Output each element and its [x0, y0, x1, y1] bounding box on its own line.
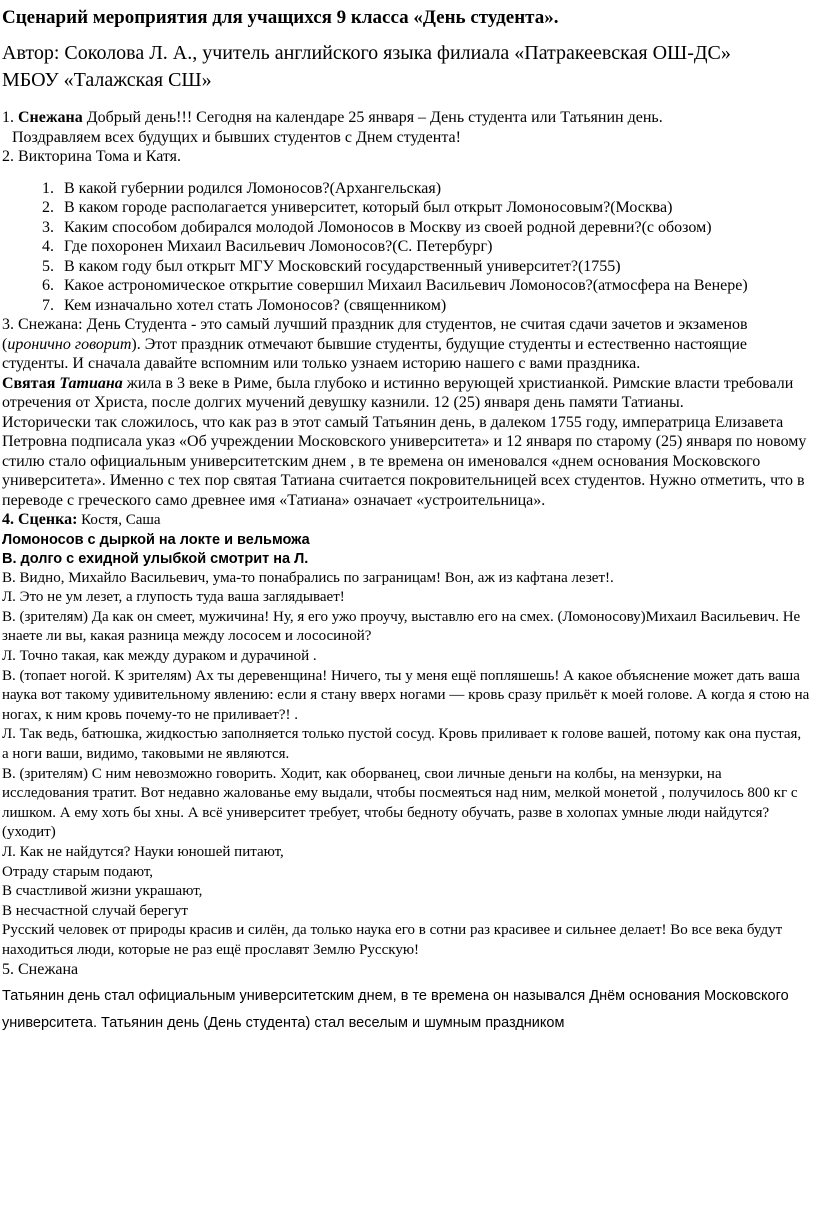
section-4-heading: 4. Сценка: Костя, Саша — [2, 511, 161, 528]
author-line-2: МБОУ «Талажская СШ» — [2, 69, 212, 91]
section-1: 1. Снежана Добрый день!!! Сегодня на календаре 25 января – День студента или Татьянин день. — [2, 109, 663, 126]
stage-note-2: В. долго с ехидной улыбкой смотрит на Л. — [2, 550, 309, 567]
quiz-question: 1. В какой губернии родился Ломоносов?(Архангельская) — [58, 179, 810, 199]
document-title: Сценарий мероприятия для учащихся 9 класса «День студента». — [2, 7, 559, 28]
dialogue-line: Л. Точно такая, как между дураком и дурачиной . — [2, 647, 317, 664]
dialogue-line: В несчастной случай берегут — [2, 902, 188, 919]
final-paragraph: Татьянин день стал официальным университетским днем, в те времена он назывался Днём основания Московского университета. Татьянин день (День студента) стал веселым и шумным праздником — [2, 987, 789, 1031]
dialogue-line: В счастливой жизни украшают, — [2, 883, 203, 900]
quiz-question: 4. Где похоронен Михаил Васильевич Ломоносов?(С. Петербург) — [58, 237, 810, 257]
tatiana-paragraph: Святая Татиана жила в 3 веке в Риме, была глубоко и истинно верующей христианкой. Римские власти требовали отречения от Христа, после долгих мучений девушку казнили. 12 (25) января день памяти Татианы. — [2, 374, 794, 411]
dialogue-line: Л. Как не найдутся? Науки юношей питают, — [2, 843, 284, 860]
dialogue-line: В. (зрителям) Да как он смеет, мужичина! Ну, я его ужо проучу, выставлю его на смех. (Ломоносову)Михаил Васильевич. Не знаете ли вы, какая разница между лососем и лососиной? — [2, 608, 801, 645]
quiz-question: 7. Кем изначально хотел стать Ломоносов? (священником) — [58, 296, 810, 316]
section-5-heading: 5. Снежана — [2, 961, 79, 979]
dialogue-line: Русский человек от природы красив и силён, да только наука его в сотни раз красивее и сильнее делает! Во все века будут находиться люди, которые не раз ещё прославят Землю Русскую! — [2, 922, 783, 958]
history-paragraph: Исторически так сложилось, что как раз в этот самый Татьянин день, в далеком 1755 году, императрица Елизавета Петровна подписала указ «Об учреждении Московского университета» и 12 января по старому (25) января по новому стилю стало официальным университетским днем , в те времена он именовался «днем основания Московского университета». Именно с тех пор святая Татиана считается покровительницей всех студентов. Нужно отметить, что в переводе с греческого само древнее имя «Татиана» означает «устроительница». — [2, 413, 807, 509]
dialogue-line: Л. Это не ум лезет, а глупость туда ваша заглядывает! — [2, 589, 345, 606]
dialogue-line: Л. Так ведь, батюшка, жидкостью заполняется только пустой сосуд. Кровь приливает к голове вашей, потому как она пустая, а ноги ваши, видимо, таковыми не являются. — [2, 726, 802, 762]
dialogue — [2, 569, 810, 961]
speaker-name: Снежана — [18, 109, 83, 126]
quiz-question: 6. Какое астрономическое открытие совершил Михаил Васильевич Ломоносов?(атмосфера на Венере) — [58, 276, 810, 296]
section-1-greeting: Поздравляем всех будущих и бывших студентов с Днем студента! — [12, 128, 461, 146]
quiz-question: 5. В каком году был открыт МГУ Московский государственный университет?(1755) — [58, 257, 810, 277]
dialogue-line: В. (зрителям) С ним невозможно говорить. Ходит, как оборванец, свои личные деньги на колбы, на мензурки, на исследования тратит. Вот недавно жалованье ему выдали, чтобы посмеяться над ним, мелкой монетой , получилось 800 кг с лишком. А ему хоть бы хны. А всё университет требует, чтобы бедноту обучать, разве в холопах умные люди найдутся? (уходит) — [2, 765, 798, 841]
quiz-question: 2. В каком городе располагается университет, который был открыт Ломоносовым?(Москва) — [58, 198, 810, 218]
dialogue-line: Отраду старым подают, — [2, 863, 154, 880]
stage-note-1: Ломоносов с дыркой на локте и вельможа — [2, 531, 310, 548]
author-line-1: Автор: Соколова Л. А., учитель английского языка филиала «Патракеевская ОШ-ДС» — [2, 42, 731, 64]
stage-direction: иронично говорит — [7, 335, 132, 353]
section-3: 3. Снежана: День Студента - это самый лучший праздник для студентов, не считая сдачи зачетов и экзаменов (иронично говорит). Этот праздник отмечают бывшие студенты, будущие студенты и естественно настоящие студенты. И сначала давайте вспомним или только узнаем историю нашего с вами праздника. — [2, 316, 748, 372]
author-info — [2, 40, 810, 94]
quiz-question: 3. Каким способом добирался молодой Ломоносов в Москву из своей родной деревни?(с обозом) — [58, 218, 810, 238]
dialogue-line: В. (топает ногой. К зрителям) Ах ты деревенщина! Ничего, ты у меня ещё попляшешь! А какое объяснение может дать ваша наука вот такому удивительному явлению: если я стану вверх ногами — кровь сразу прильёт к моей голове. А когда я стою на ногах, к ним кровь почему-то не приливает?! . — [2, 667, 810, 723]
section-2-heading: 2. Викторина Тома и Катя. — [2, 148, 182, 165]
dialogue-line: В. Видно, Михайло Васильевич, ума-то понабрались по заграницам! Вон, аж из кафтана лезет!. — [2, 569, 614, 586]
quiz-list — [2, 179, 810, 316]
